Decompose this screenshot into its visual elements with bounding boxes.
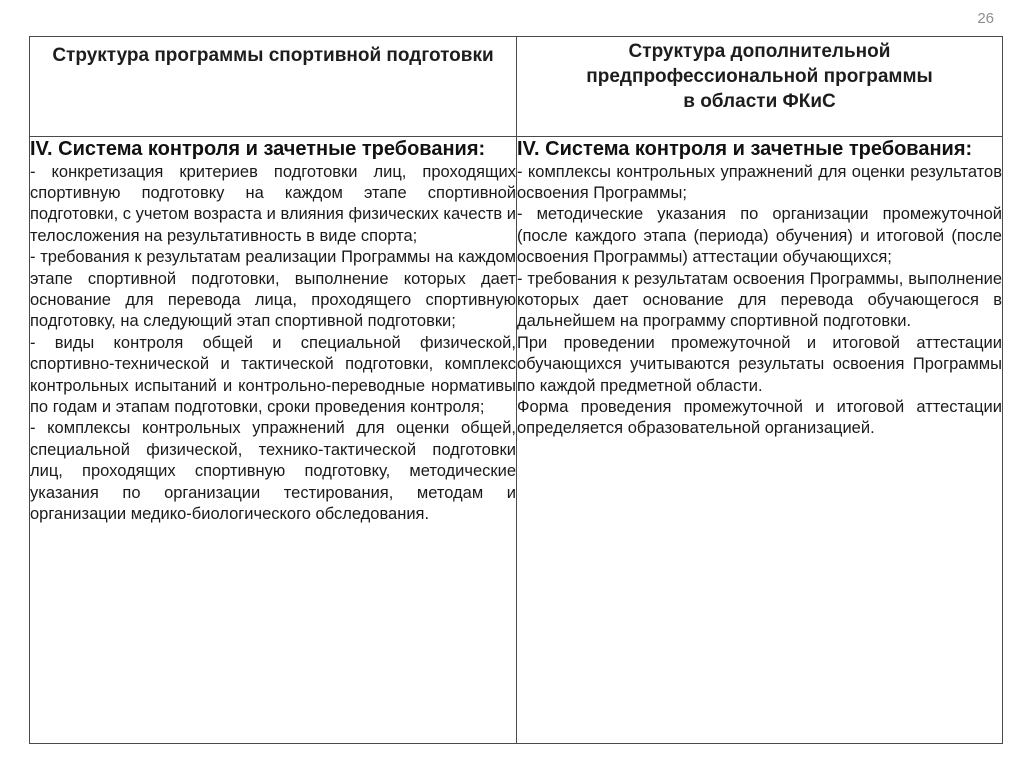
comparison-table — [29, 36, 1003, 744]
left-list-item: - требования к результатам реализации Программы на каждом этапе спортивной подготовки, выполнение которых дает основание для перевода лица, проходящего спортивную подготовку, на следующий этап спортивной подготовки; — [30, 248, 516, 331]
left-section-title: IV. Система контроля и зачетные требования: — [30, 138, 486, 160]
header-row — [30, 37, 1003, 137]
right-column-header-line: Структура дополнительной — [628, 41, 891, 62]
right-column-header-line: в области ФКиС — [683, 91, 836, 112]
right-column-content — [517, 137, 1003, 744]
right-column-header — [517, 37, 1003, 137]
right-paragraph: Форма проведения промежуточной и итоговой аттестации определяется образовательной организацией. — [517, 397, 1002, 438]
left-column-header — [30, 37, 517, 137]
right-list-item: - требования к результатам освоения Программы, выполнение которых дает основание для перевода обучающегося в дальнейшем на программу спортивной подготовки. — [517, 269, 1002, 331]
content-row — [30, 137, 1003, 744]
left-list-item: - конкретизация критериев подготовки лиц, проходящих спортивную подготовку на каждом этапе спортивной подготовки, с учетом возраста и влияния физических качеств и телосложения на результативность в виде спорта; — [30, 162, 516, 245]
left-column-content — [30, 137, 517, 744]
right-column-header-line: предпрофессиональной программы — [586, 66, 933, 87]
left-list-item: - комплексы контрольных упражнений для оценки общей, специальной физической, технико-тактической подготовки лиц, проходящих спортивную подготовку, методические указания по организации тестирования, методам и организации медико-биологического обследования. — [30, 419, 516, 523]
right-section-title: IV. Система контроля и зачетные требования: — [517, 138, 973, 160]
left-column-header-text: Структура программы спортивной подготовки — [52, 45, 494, 66]
slide-number: 26 — [977, 10, 994, 27]
right-list-item: - комплексы контрольных упражнений для оценки результатов освоения Программы; — [517, 162, 1002, 202]
right-list-item: - методические указания по организации промежуточной (после каждого этапа (периода) обучения) и итоговой (после освоения Программы) аттестации обучающихся; — [517, 205, 1002, 267]
right-paragraph: При проведении промежуточной и итоговой аттестации обучающихся учитываются результаты освоения Программы по каждой предметной области. — [517, 333, 1002, 395]
left-list-item: - виды контроля общей и специальной физической, спортивно-технической и тактической подготовки, комплекс контрольных испытаний и контрольно-переводные нормативы по годам и этапам подготовки, сроки проведения контроля; — [30, 333, 516, 416]
